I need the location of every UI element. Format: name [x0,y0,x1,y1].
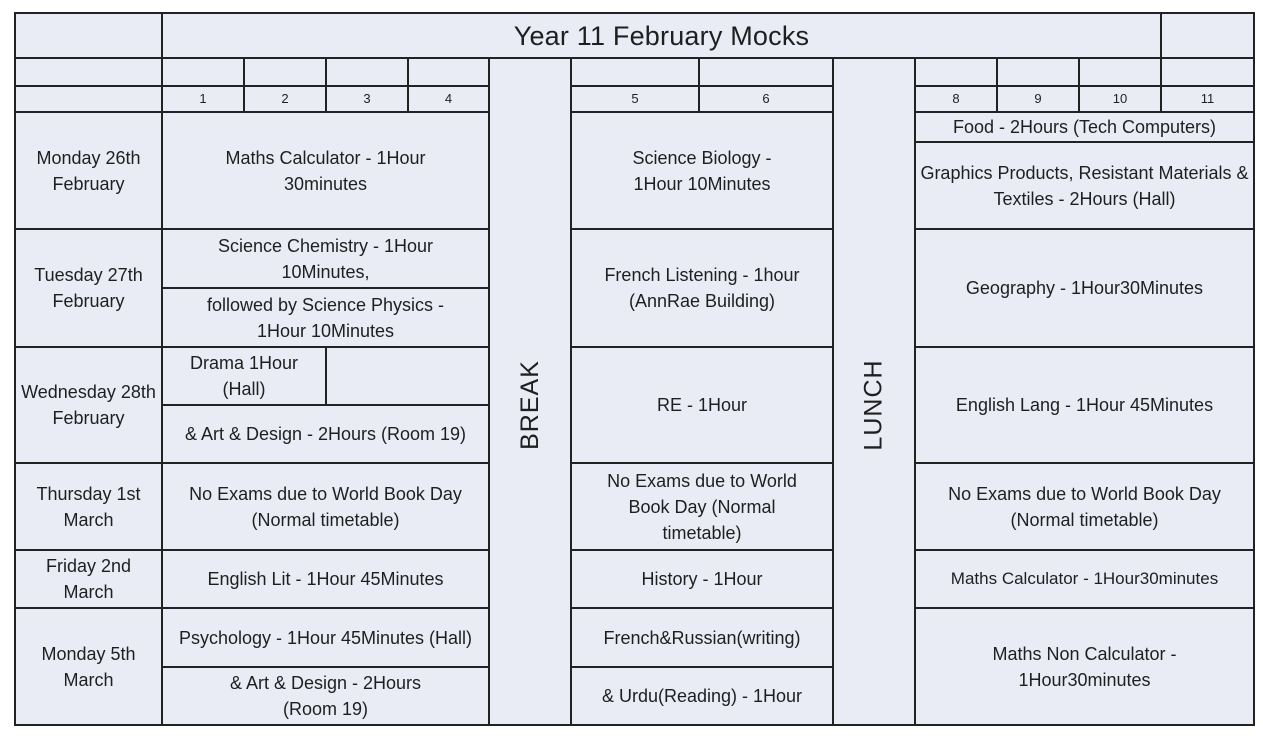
period-header-5: 5 [570,85,700,113]
exam-cell: & Art & Design - 2Hours (Room 19) [161,404,490,464]
break-column [488,85,572,726]
blank-header-p8 [914,57,998,87]
exam-cell: Maths Calculator - 1Hour 30minutes [161,111,490,230]
day-label: Tuesday 27th February [14,228,163,348]
period-header-10: 10 [1078,85,1162,113]
period-header-8: 8 [914,85,998,113]
day-label: Monday 26th February [14,111,163,230]
empty-cell [325,346,490,406]
blank-header-break [488,57,572,87]
exam-cell: English Lang - 1Hour 45Minutes [914,346,1255,464]
blank-header-p6 [698,57,834,87]
exam-cell: RE - 1Hour [570,346,834,464]
break-label: BREAK [516,359,545,450]
exam-cell: & Urdu(Reading) - 1Hour [570,666,834,726]
period-header-9: 9 [996,85,1080,113]
blank-header-p2 [243,57,327,87]
exam-cell: followed by Science Physics - 1Hour 10Minutes [161,287,490,348]
exam-cell: Food - 2Hours (Tech Computers) [914,111,1255,143]
exam-cell: No Exams due to World Book Day (Normal timetable) [570,462,834,551]
blank-header-p9 [996,57,1080,87]
period-header-1: 1 [161,85,245,113]
exam-cell: Maths Calculator - 1Hour30minutes [914,549,1255,609]
exam-cell: No Exams due to World Book Day (Normal timetable) [161,462,490,551]
exam-cell: Science Chemistry - 1Hour 10Minutes, [161,228,490,289]
corner-cell [14,12,163,59]
lunch-label: LUNCH [860,358,888,451]
exam-cell: Science Biology - 1Hour 10Minutes [570,111,834,230]
exam-cell: Maths Non Calculator - 1Hour30minutes [914,607,1255,726]
exam-cell: Graphics Products, Resistant Materials & Textiles - 2Hours (Hall) [914,141,1255,230]
exam-cell: Psychology - 1Hour 45Minutes (Hall) [161,607,490,668]
blank-header-p4 [407,57,490,87]
day-label: Monday 5th March [14,607,163,726]
period-header-4: 4 [407,85,490,113]
blank-header-p1 [161,57,245,87]
period-header-11: 11 [1160,85,1255,113]
blank-header-p5 [570,57,700,87]
lunch-column [832,85,916,726]
exam-cell: French Listening - 1hour (AnnRae Building) [570,228,834,348]
period-header-2: 2 [243,85,327,113]
exam-cell: & Art & Design - 2Hours (Room 19) [161,666,490,726]
day-label: Friday 2nd March [14,549,163,609]
exam-cell: History - 1Hour [570,549,834,609]
blank-header-p11 [1160,57,1255,87]
exam-cell: Drama 1Hour (Hall) [161,346,327,406]
exam-cell: Geography - 1Hour30Minutes [914,228,1255,348]
period-header-date [14,85,163,113]
exam-cell: No Exams due to World Book Day (Normal timetable) [914,462,1255,551]
timetable-title: Year 11 February Mocks [161,12,1162,59]
blank-header-p10 [1078,57,1162,87]
period-header-6: 6 [698,85,834,113]
day-label: Wednesday 28th February [14,346,163,464]
blank-header-date [14,57,163,87]
day-label: Thursday 1st March [14,462,163,551]
exam-cell: English Lit - 1Hour 45Minutes [161,549,490,609]
period-header-3: 3 [325,85,409,113]
exam-cell: French&Russian(writing) [570,607,834,668]
blank-header-lunch [832,57,916,87]
blank-header-p3 [325,57,409,87]
title-right-cell [1160,12,1255,59]
